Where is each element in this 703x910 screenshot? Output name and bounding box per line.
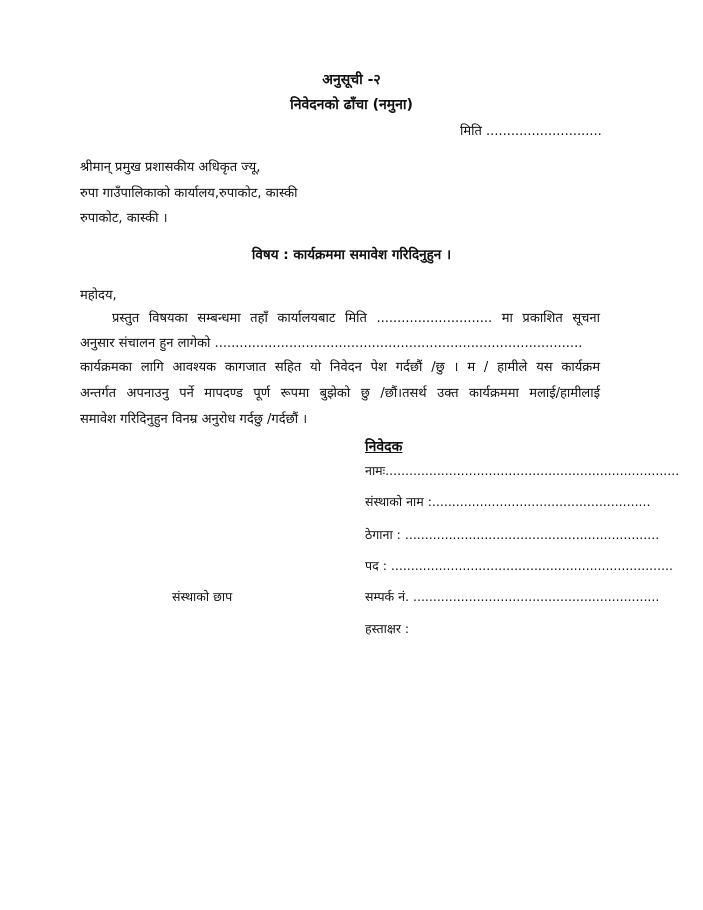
subject-line: विषय : कार्यक्रममा समावेश गरिदिनुहुन । (251, 247, 452, 263)
contact-number-field: सम्पर्क नं. .............................................................. (365, 589, 660, 604)
body-line-1: प्रस्तुत विषयका सम्बन्धमा तहाँ कार्यालयबाट मिति ............................ मा प्रकाशित सूचना (112, 311, 600, 326)
annex-heading: अनुसूची -२ (322, 72, 381, 88)
applicant-heading: निवेदक (365, 439, 403, 455)
body-line-3: कार्यक्रमका लागि आवश्यक कागजात सहित यो निवेदन पेश गर्दछौं /छु । म / हामीले यस कार्यक्रम (80, 360, 600, 375)
organization-stamp-label: संस्थाको छाप (172, 589, 233, 604)
post-field: पद : ....................................................................... (365, 558, 674, 573)
date-field: मिति ............................ (460, 124, 602, 139)
body-line-4: अन्तर्गत अपनाउनु पर्ने मापदण्ड पूर्ण रूपमा बुझेको छु /छौं।तसर्थ उक्त कार्यक्रममा मलाई/हामीलाई (80, 386, 600, 401)
address-field: ठेगाना : ................................................................ (365, 527, 660, 542)
recipient-line-2: रुपा गाउँपालिकाको कार्यालय,रुपाकोट, कास्की (80, 186, 298, 201)
recipient-line-1: श्रीमान् प्रमुख प्रशासकीय अधिकृत ज्यू, (80, 160, 261, 175)
applicant-name-field: नामः.......................................................................... (365, 463, 680, 478)
body-line-5: समावेश गरिदिनुहुन विनम्र अनुरोध गर्दछु /गर्दछौं । (80, 412, 308, 427)
body-line-2: अनुसार संचालन हुन लागेको ......................................................................................... (80, 336, 583, 351)
salutation: महोदय, (80, 288, 117, 303)
signature-field: हस्ताक्षर : (365, 621, 410, 636)
form-title: निवेदनको ढाँचा (नमुना) (290, 97, 413, 113)
organization-name-field: संस्थाको नाम :....................................................... (365, 494, 651, 509)
recipient-line-3: रुपाकोट, कास्की । (80, 211, 168, 226)
